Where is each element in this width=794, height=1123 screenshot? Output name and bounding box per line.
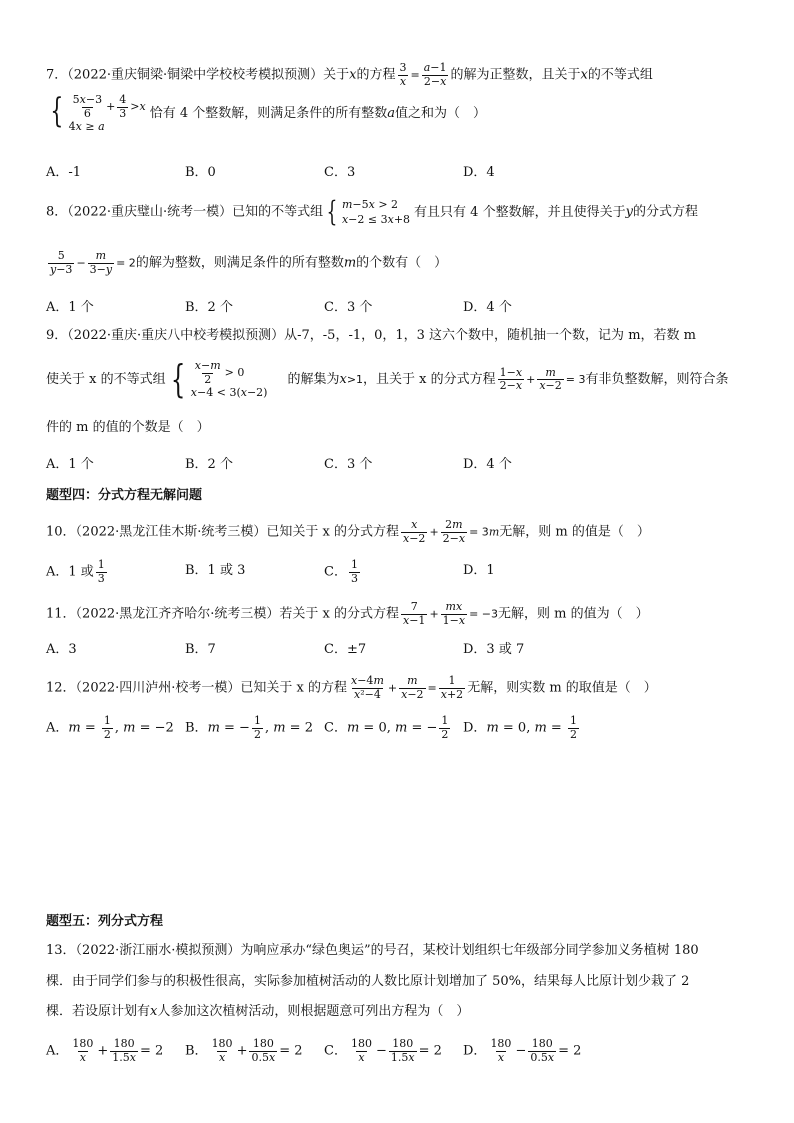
q13-option-c[interactable]: C． $\frac{180}{x}$ − $\frac{180}{1.5x}$ = 2 — [324, 1037, 442, 1064]
q8-line-2: $\frac{5}{y-3}$ − $\frac{m}{3-y}$ = 2的解为整数，则满足条件的所有整数m的个数有（ ） — [50, 249, 448, 276]
q13-line-1: 13．（2022·浙江丽水·模拟预测）为响应承办“绿色奥运”的号召，某校计划组织七年级部分同学参加义务植树 180 — [46, 943, 699, 958]
q10-option-b[interactable]: B．1 或 3 — [185, 563, 246, 578]
q9-line-3: 件的 m 的值的个数是（ ） — [46, 420, 210, 435]
q7-text: 7．（2022·重庆铜梁·铜梁中学校校考模拟预测）关于 — [46, 67, 350, 83]
q7-line-2: { $\frac{5x-3}{6}$ + $\frac{4}{3}$ >x 4x ≥ a 恰有 4 个整数解，则满足条件的所有整数a值之和为（ ） — [46, 94, 486, 133]
q8-inequality-system: { m−5x > 2 x−2 ≤ 3x+8 — [326, 195, 411, 228]
q8-option-a[interactable]: A．1 个 — [46, 300, 94, 315]
q10-option-c[interactable]: C． $\frac{1}{3}$ — [324, 558, 358, 585]
q7-option-d[interactable]: D．4 — [463, 165, 495, 180]
q7-line-1: 7．（2022·重庆铜梁·铜梁中学校校考模拟预测）关于x的方程 $\frac{3}{x}$ = $\frac{a-1}{2-x}$ 的解为正整数，且关于x的不等式组 — [46, 61, 653, 88]
q11-option-c[interactable]: C．±7 — [324, 642, 367, 657]
q9-option-b[interactable]: B．2 个 — [185, 457, 233, 472]
q10-options — [46, 558, 746, 585]
q10-option-a[interactable]: A．1 或 $\frac{1}{3}$ — [46, 558, 105, 585]
q9-option-a[interactable]: A．1 个 — [46, 457, 94, 472]
q12-option-b[interactable]: B．m = − $\frac{1}{2}$ , m = 2 — [185, 714, 313, 741]
q9-inequality-system: { $\frac{x-m}{2}$ > 0 x−4 < 3(x−2) — [170, 357, 268, 401]
q8-line-1: 8．（2022·重庆璧山·统考一模）已知的不等式组 { m−5x > 2 x−2 ≤ 3x+8 有且只有 4 个整数解，并且使得关于y的分式方程 — [46, 195, 698, 228]
q13-line-2: 棵．由于同学们参与的积极性很高，实际参加植树活动的人数比原计划增加了 50%，结果每人比原计划少栽了 2 — [46, 974, 690, 989]
q8-option-b[interactable]: B．2 个 — [185, 300, 233, 315]
q9-options — [46, 453, 746, 471]
q8-options — [46, 296, 746, 314]
q12-line-1: 12．（2022·四川泸州·校考一模）已知关于 x 的方程 $\frac{x-4m}{\text{x²−4}}$ + $\frac{m}{x-2}$ = $\frac{1}{x+2}$ 无解，则实数 m 的取值是（ ） — [46, 674, 657, 701]
q7-option-a[interactable]: A．-1 — [46, 165, 82, 180]
q7-option-b[interactable]: B．0 — [185, 165, 216, 180]
q8-option-c[interactable]: C．3 个 — [324, 300, 373, 315]
q7-options — [46, 161, 746, 179]
q11-options — [46, 638, 746, 656]
q11-option-d[interactable]: D．3 或 7 — [463, 642, 525, 657]
q13-option-d[interactable]: D． $\frac{180}{x}$ − $\frac{180}{0.5x}$ = 2 — [463, 1037, 582, 1064]
q7-frac-left: $\frac{3}{x}$ — [399, 61, 407, 88]
q7-option-c[interactable]: C．3 — [324, 165, 356, 180]
q12-option-d[interactable]: D．m = 0, m = $\frac{1}{2}$ — [463, 714, 577, 741]
q10-option-d[interactable]: D．1 — [463, 563, 495, 578]
q7-frac-right: $\frac{a-1}{2-x}$ — [423, 61, 447, 88]
q9-option-c[interactable]: C．3 个 — [324, 457, 373, 472]
q9-line-1: 9．（2022·重庆·重庆八中校考模拟预测）从-7，-5，-1，0，1，3 这六个数中，随机抽一个数，记为 m，若数 m — [46, 328, 696, 343]
q9-option-d[interactable]: D．4 个 — [463, 457, 512, 472]
q13-line-3: 棵．若设原计划有x人参加这次植树活动，则根据题意可列出方程为（ ） — [46, 1004, 470, 1019]
section-heading-4: 题型四：分式方程无解问题 — [46, 488, 203, 503]
section-heading-5: 题型五：列分式方程 — [46, 914, 164, 929]
q12-option-c[interactable]: C．m = 0, m = − $\frac{1}{2}$ — [324, 714, 449, 741]
q11-option-a[interactable]: A．3 — [46, 642, 77, 657]
q13-option-a[interactable]: A． $\frac{180}{x}$ + $\frac{180}{1.5x}$ = 2 — [46, 1037, 164, 1064]
q12-options — [46, 714, 746, 741]
q12-option-a[interactable]: A．m = $\frac{1}{2}$ , m = −2 — [46, 714, 174, 741]
q11-line-1: 11．（2022·黑龙江齐齐哈尔·统考三模）若关于 x 的分式方程 $\frac{7}{x-1}$ + $\frac{mx}{1-x}$ = −3无解，则 m 的值为（ ） — [46, 600, 649, 627]
q7-inequality-system: { $\frac{5x-3}{6}$ + $\frac{4}{3}$ >x 4x ≥ a — [50, 91, 146, 134]
q13-option-b[interactable]: B． $\frac{180}{x}$ + $\frac{180}{0.5x}$ = 2 — [185, 1037, 303, 1064]
q11-option-b[interactable]: B．7 — [185, 642, 216, 657]
q8-option-d[interactable]: D．4 个 — [463, 300, 512, 315]
q9-line-2: 使关于 x 的不等式组 { $\frac{x-m}{2}$ > 0 x−4 < 3(x−2) 的解集为x>1，且关于 x 的分式方程 $\frac{1-x}{2-x}$ + $\frac{m}{x-2}$ = 3有非负整数解，则符合条 — [46, 357, 729, 401]
q13-options — [46, 1037, 746, 1064]
q10-line-1: 10．（2022·黑龙江佳木斯·统考三模）已知关于 x 的分式方程 $\frac{x}{x-2}$ + $\frac{2m}{2-x}$ = 3m无解，则 m 的值是（ ） — [46, 518, 650, 545]
